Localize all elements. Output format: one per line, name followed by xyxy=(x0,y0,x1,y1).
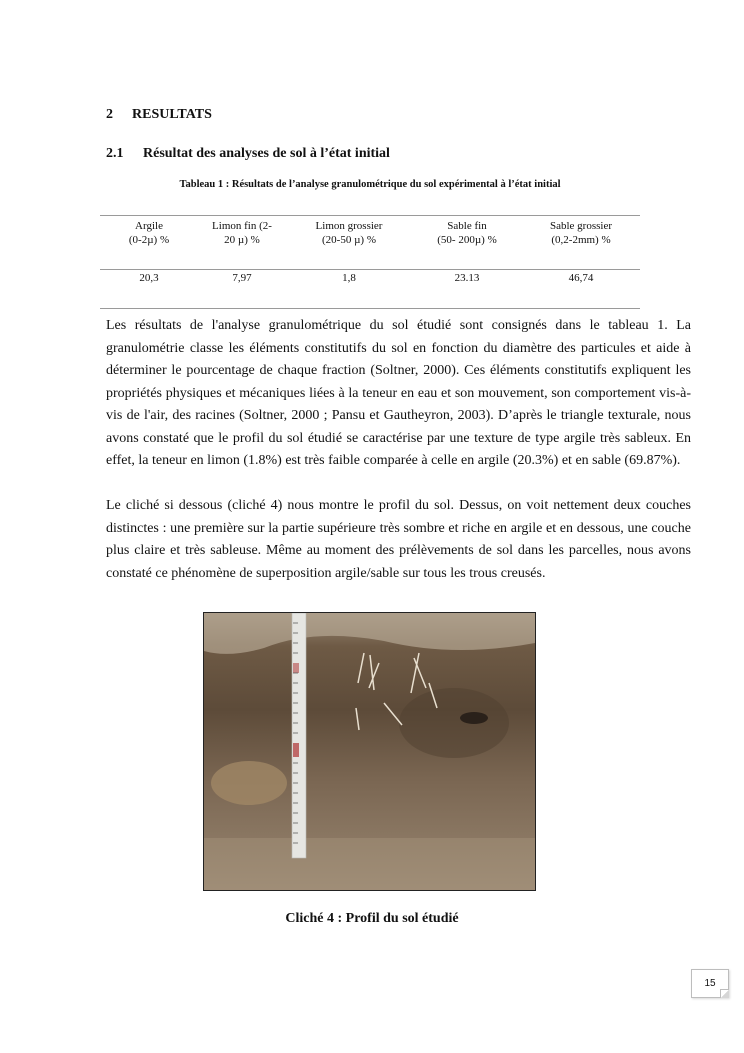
table-header-limon-fin xyxy=(212,219,272,247)
header-line: Argile xyxy=(135,220,163,232)
table-cell: 20,3 xyxy=(139,272,159,284)
granulometry-table xyxy=(100,215,640,309)
subsection-title: Résultat des analyses de sol à l’état initial xyxy=(143,146,390,161)
header-line: (0-2µ) % xyxy=(128,234,170,246)
table-cell: 1,8 xyxy=(342,272,356,284)
header-line: Limon grossier xyxy=(315,220,383,232)
results-paragraph-1: Les résultats de l'analyse granulométrique du sol étudié sont consignés dans le tableau 1. La granulométrie classe les éléments constitutifs du sol en fonction du diamètre des particules et aide à déterminer le pourcentage de chaque fraction (Soltner, 2000). Ces éléments constitutifs expliquent les propriétés physiques et mécaniques liées à la teneur en eau et son mouvement, son comportement vis-à-vis de l'air, des racines (Soltner, 2000 ; Pansu et Gautheyron, 2003). D’après le triangle texturale, nous avons constaté que le profil du sol étudié se caractérise par une texture de type argile très sableux. En effet, la teneur en limon (1.8%) est très faible comparée à celle en argile (20.3%) et en sable (69.87%). xyxy=(106,318,691,468)
page-number: 15 xyxy=(704,978,716,989)
section-number: 2 xyxy=(106,107,113,122)
soil-profile-photo xyxy=(203,612,536,891)
page-number-box xyxy=(691,969,729,998)
header-line: (50- 200µ) % xyxy=(437,234,497,246)
header-line: Sable fin xyxy=(447,220,487,232)
header-line: (20-50 µ) % xyxy=(321,234,376,246)
table-caption: Tableau 1 : Résultats de l’analyse granulométrique du sol expérimental à l’état initial xyxy=(179,179,561,190)
header-line: (0,2-2mm) % xyxy=(551,234,611,246)
results-paragraph-2: Le cliché si dessous (cliché 4) nous montre le profil du sol. Dessus, on voit nettement deux couches distinctes : une première sur la partie supérieure très sombre et riche en argile et en dessous, une couche plus claire et très sableuse. Même au moment des prélèvements de sol dans les parcelles, nous avons constaté ce phénomène de superposition argile/sable sur tous les trous creusés. xyxy=(106,498,691,581)
page-corner-fold xyxy=(720,989,729,998)
table-cell: 23.13 xyxy=(454,272,480,284)
section-heading xyxy=(106,107,212,123)
table-cell: 7,97 xyxy=(232,272,252,284)
figure-caption: Cliché 4 : Profil du sol étudié xyxy=(285,911,459,926)
table-header-argile xyxy=(129,219,169,247)
table-header-limon-grossier xyxy=(316,219,383,247)
subsection-number: 2.1 xyxy=(106,146,124,161)
table-header-sable-grossier xyxy=(550,219,612,247)
section-title: RESULTATS xyxy=(132,107,212,122)
subsection-heading xyxy=(106,146,390,162)
header-line: Limon fin (2- xyxy=(212,220,272,232)
table-cell: 46,74 xyxy=(568,272,594,284)
header-line: 20 µ) % xyxy=(224,234,260,246)
header-line: Sable grossier xyxy=(549,220,613,232)
table-divider xyxy=(100,269,640,270)
table-header-sable-fin xyxy=(437,219,497,247)
